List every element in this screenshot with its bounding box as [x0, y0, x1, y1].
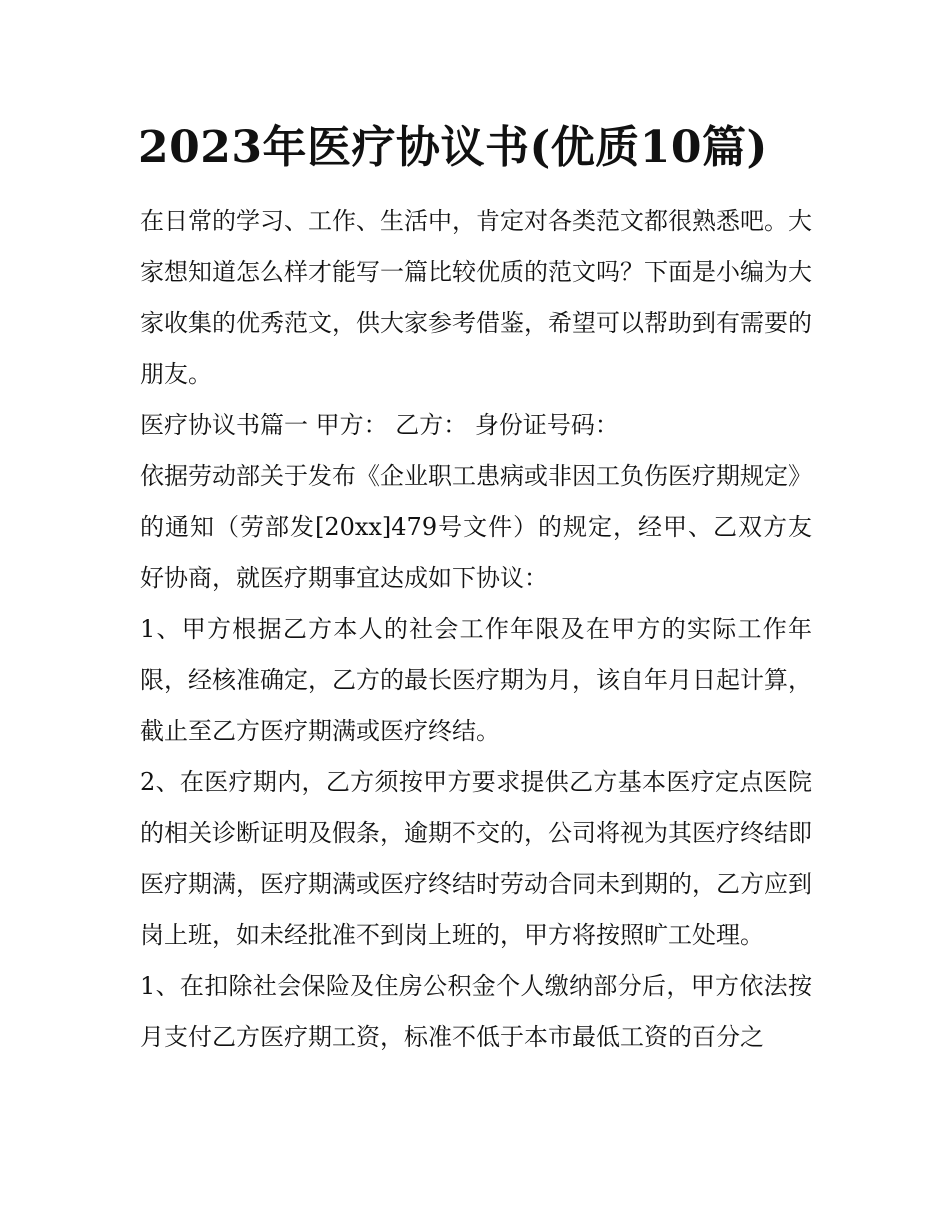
paragraph-basis: 依据劳动部关于发布《企业职工患病或非因工负伤医疗期规定》的通知（劳部发[20xx]479号文件）的规定，经甲、乙双方友好协商，就医疗期事宜达成如下协议：: [140, 462, 812, 592]
paragraph-wage-clause-1: 1、在扣除社会保险及住房公积金个人缴纳部分后，甲方依法按月支付乙方医疗期工资，标准不低于本市最低工资的百分之: [140, 972, 812, 1051]
paragraph-clause-2: 2、在医疗期内，乙方须按甲方要求提供乙方基本医疗定点医院的相关诊断证明及假条，逾期不交的，公司将视为其医疗终结即医疗期满，医疗期满或医疗终结时劳动合同未到期的，乙方应到岗上班，如未经批准不到岗上班的，甲方将按照旷工处理。: [140, 768, 812, 949]
paragraph-parties: 医疗协议书篇一 甲方： 乙方： 身份证号码：: [140, 411, 619, 439]
paragraph-clause-1: 1、甲方根据乙方本人的社会工作年限及在甲方的实际工作年限，经核准确定，乙方的最长医疗期为月，该自年月日起计算，截止至乙方医疗期满或医疗终结。: [140, 615, 812, 745]
document-title: 2023年医疗协议书(优质10篇): [138, 122, 768, 173]
paragraph-intro: 在日常的学习、工作、生活中，肯定对各类范文都很熟悉吧。大家想知道怎么样才能写一篇比较优质的范文吗？下面是小编为大家收集的优秀范文，供大家参考借鉴，希望可以帮助到有需要的朋友。: [140, 207, 812, 388]
document-body: [140, 196, 812, 1063]
